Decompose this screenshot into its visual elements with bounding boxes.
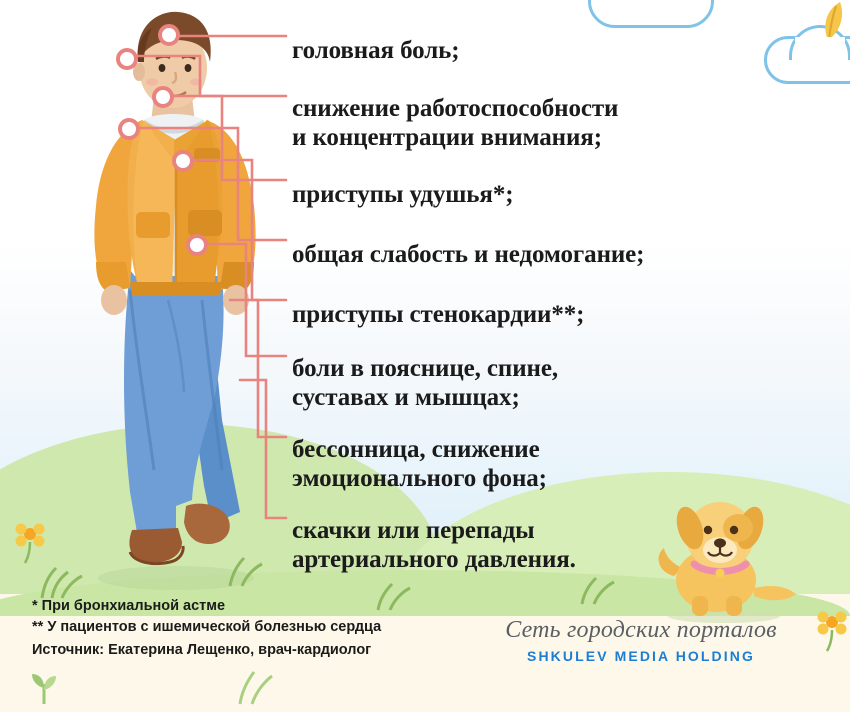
symptom-reduced-performance-line-2: и концентрации внимания;: [292, 124, 602, 151]
symptom-general-weakness-line-1: общая слабость и недомогание;: [292, 241, 645, 268]
symptom-blood-pressure-swings-line-2: артериального давления.: [292, 546, 576, 573]
symptom-angina-attacks-line-1: приступы стенокардии**;: [292, 301, 585, 328]
symptom-suffocation-attacks: [292, 180, 513, 209]
symptom-blood-pressure-swings-line-1: скачки или перепады: [292, 517, 535, 544]
grass-tuft-icon: [224, 552, 268, 588]
sprout-icon: [24, 668, 64, 706]
symptom-headache: [292, 36, 460, 65]
body-marker-temple: [116, 48, 138, 70]
body-marker-abdomen: [186, 234, 208, 256]
cloud-icon: [764, 36, 850, 84]
body-marker-head: [158, 24, 180, 46]
footnote-asthma: * При бронхиальной астме: [32, 598, 226, 614]
brand-block: [476, 617, 806, 664]
symptom-reduced-performance-line-1: снижение работоспособности: [292, 95, 619, 122]
footnote-ischemic: ** У пациентов с ишемической болезнью сердца: [32, 619, 382, 635]
dog-illustration: [650, 484, 820, 624]
symptom-angina-attacks: [292, 300, 584, 329]
flower-icon: [10, 520, 50, 564]
symptom-insomnia-mood-line-1: бессонница, снижение: [292, 436, 540, 463]
symptom-reduced-performance: [292, 94, 618, 152]
symptom-suffocation-attacks-line-1: приступы удушья*;: [292, 181, 514, 208]
cloud-icon: [588, 0, 714, 28]
symptom-back-joint-muscle-pain: [292, 354, 558, 412]
symptom-insomnia-mood: [292, 435, 547, 493]
symptom-back-joint-muscle-pain-line-1: боли в пояснице, спине,: [292, 355, 558, 382]
footnote-source: Источник: Екатерина Лещенко, врач-кардиолог: [32, 642, 372, 658]
body-marker-throat: [152, 86, 174, 108]
body-marker-chest: [118, 118, 140, 140]
footnotes: [32, 596, 512, 661]
grass-tuft-icon: [576, 572, 620, 606]
symptom-back-joint-muscle-pain-line-2: суставах и мышцах;: [292, 384, 520, 411]
grass-tuft-icon: [36, 560, 90, 600]
symptom-insomnia-mood-line-2: эмоционального фона;: [292, 465, 547, 492]
symptom-headache-line-1: головная боль;: [292, 37, 460, 64]
symptom-blood-pressure-swings: [292, 516, 576, 574]
brand-title: Сеть городских порталов: [505, 617, 777, 643]
body-marker-heart: [172, 150, 194, 172]
symptom-general-weakness: [292, 240, 644, 269]
grass-tuft-icon: [232, 664, 276, 706]
brand-subtitle: SHKULEV MEDIA HOLDING: [527, 648, 755, 664]
